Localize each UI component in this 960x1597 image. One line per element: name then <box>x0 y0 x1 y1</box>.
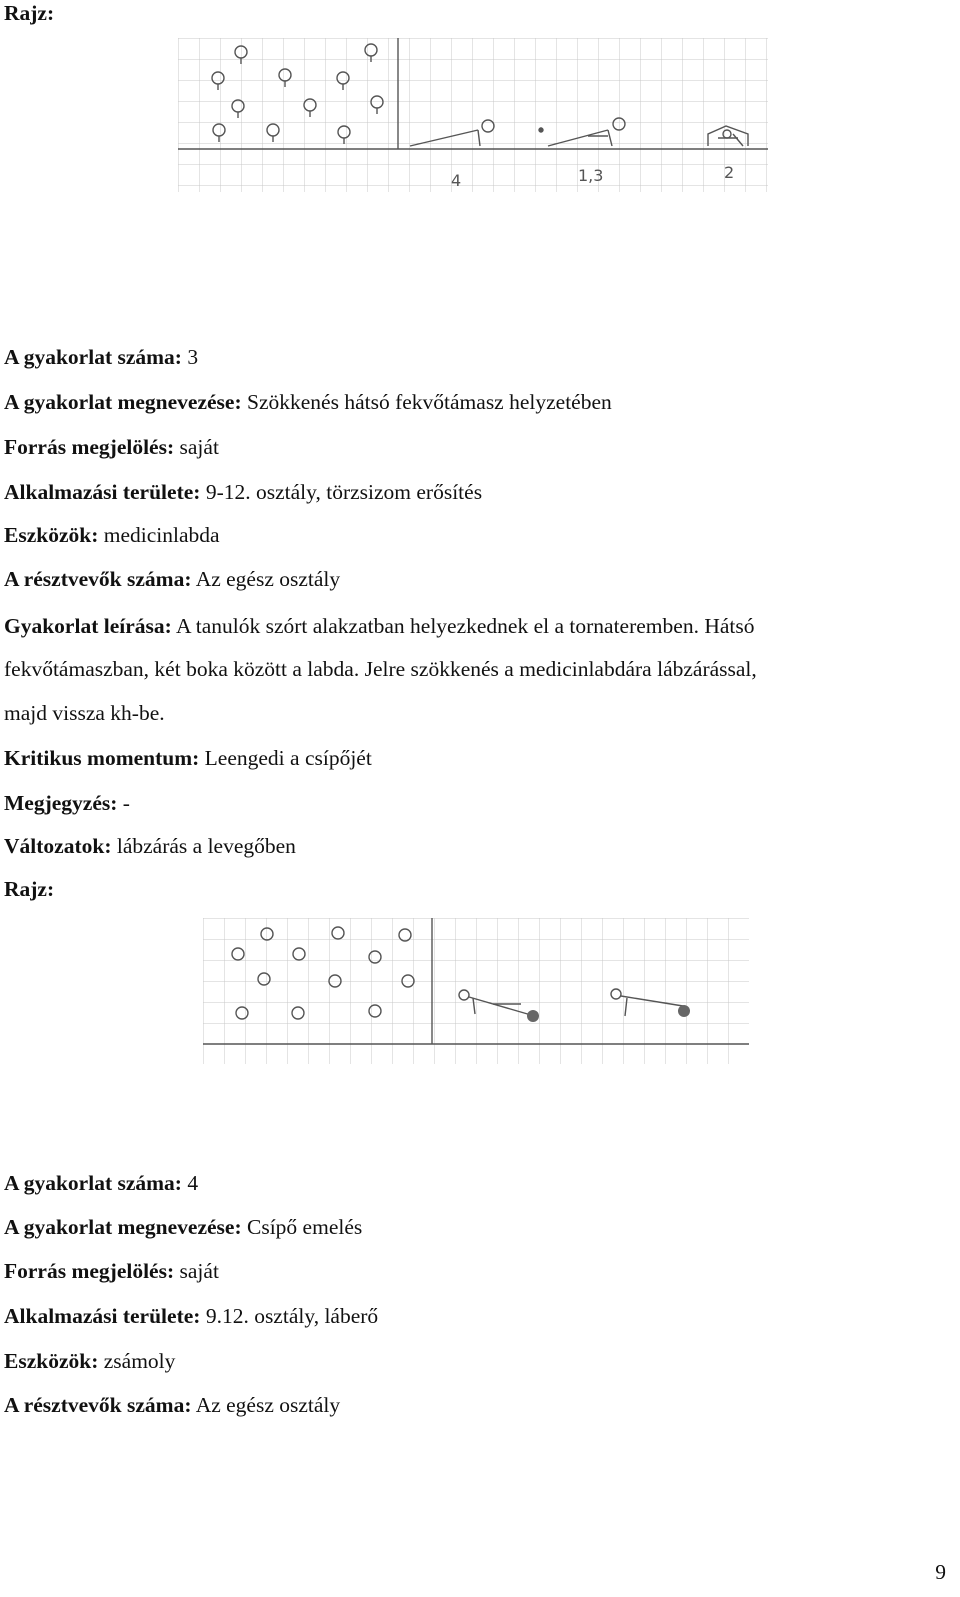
ex4-participants-row <box>4 1392 340 1418</box>
ex3-area-label: Alkalmazási területe: <box>4 480 201 504</box>
ex4-name-value: Csípő emelés <box>247 1215 363 1239</box>
ex3-variants-row <box>4 833 296 859</box>
ex3-participants-row <box>4 566 340 592</box>
ex3-tools-row <box>4 522 220 548</box>
ex3-note-value: - <box>122 791 130 815</box>
ex4-area-label: Alkalmazási területe: <box>4 1304 201 1328</box>
ex3-note-label: Megjegyzés: <box>4 791 118 815</box>
sketch1-label-c: 2 <box>724 163 735 182</box>
ex3-tools-label: Eszközök: <box>4 523 99 547</box>
rajz-label-top: Rajz: <box>4 1 55 25</box>
ex4-source-value: saját <box>179 1259 219 1283</box>
ex3-variants-label: Változatok: <box>4 834 112 858</box>
ex3-desc-text-3: majd vissza kh-be. <box>4 701 165 725</box>
ex4-number-row <box>4 1170 198 1196</box>
exercise-sketch-2 <box>203 918 749 1064</box>
ex3-desc-label: Gyakorlat leírása: <box>4 614 172 638</box>
ex3-tools-value: medicinlabda <box>103 523 220 547</box>
ex3-source-value: saját <box>179 435 219 459</box>
ex3-participants-label: A résztvevők száma: <box>4 567 192 591</box>
ex3-area-row <box>4 479 482 505</box>
sketch1-label-b: 1,3 <box>578 166 604 185</box>
ex4-participants-label: A résztvevők száma: <box>4 1393 192 1417</box>
ex4-number-value: 4 <box>187 1171 199 1195</box>
page-number: 9 <box>935 1560 946 1584</box>
ex3-desc-line-1 <box>4 613 944 639</box>
ex4-area-row <box>4 1303 378 1329</box>
ex3-variants-value: lábzárás a levegőben <box>116 834 296 858</box>
ex3-number-row <box>4 344 198 370</box>
ex4-source-label: Forrás megjelölés: <box>4 1259 175 1283</box>
ex3-area-value: 9-12. osztály, törzsizom erősítés <box>205 480 483 504</box>
ex3-name-label: A gyakorlat megnevezése: <box>4 390 242 414</box>
ex3-desc-text-2: fekvőtámaszban, két boka között a labda. Jelre szökkenés a medicinlabdára lábzárással, <box>4 657 757 681</box>
sketch1-label-a: 4 <box>451 171 462 190</box>
ex4-number-label: A gyakorlat száma: <box>4 1171 182 1195</box>
ex3-name-value: Szökkenés hátsó fekvőtámasz helyzetében <box>247 390 612 414</box>
ex3-number-value: 3 <box>187 345 199 369</box>
ex3-source-label: Forrás megjelölés: <box>4 435 175 459</box>
exercise-sketch-1 <box>178 38 768 192</box>
ex4-tools-value: zsámoly <box>103 1349 176 1373</box>
ex3-source-row <box>4 434 219 460</box>
ex4-tools-label: Eszközök: <box>4 1349 99 1373</box>
ex3-critical-value: Leengedi a csípőjét <box>204 746 372 770</box>
ex4-participants-value: Az egész osztály <box>195 1393 341 1417</box>
ex4-area-value: 9.12. osztály, láberő <box>205 1304 379 1328</box>
ex3-number-label: A gyakorlat száma: <box>4 345 182 369</box>
ex4-tools-row <box>4 1348 175 1374</box>
ex4-source-row <box>4 1258 219 1284</box>
ex3-critical-row <box>4 745 372 771</box>
ex3-participants-value: Az egész osztály <box>195 567 341 591</box>
ex4-name-label: A gyakorlat megnevezése: <box>4 1215 242 1239</box>
ex3-rajz-label: Rajz: <box>4 877 55 901</box>
ex3-name-row <box>4 389 612 415</box>
ex3-critical-label: Kritikus momentum: <box>4 746 200 770</box>
ex4-name-row <box>4 1214 362 1240</box>
ex3-note-row <box>4 790 130 816</box>
ex3-desc-text-1: A tanulók szórt alakzatban helyezkednek el a tornateremben. Hátsó <box>176 614 755 638</box>
